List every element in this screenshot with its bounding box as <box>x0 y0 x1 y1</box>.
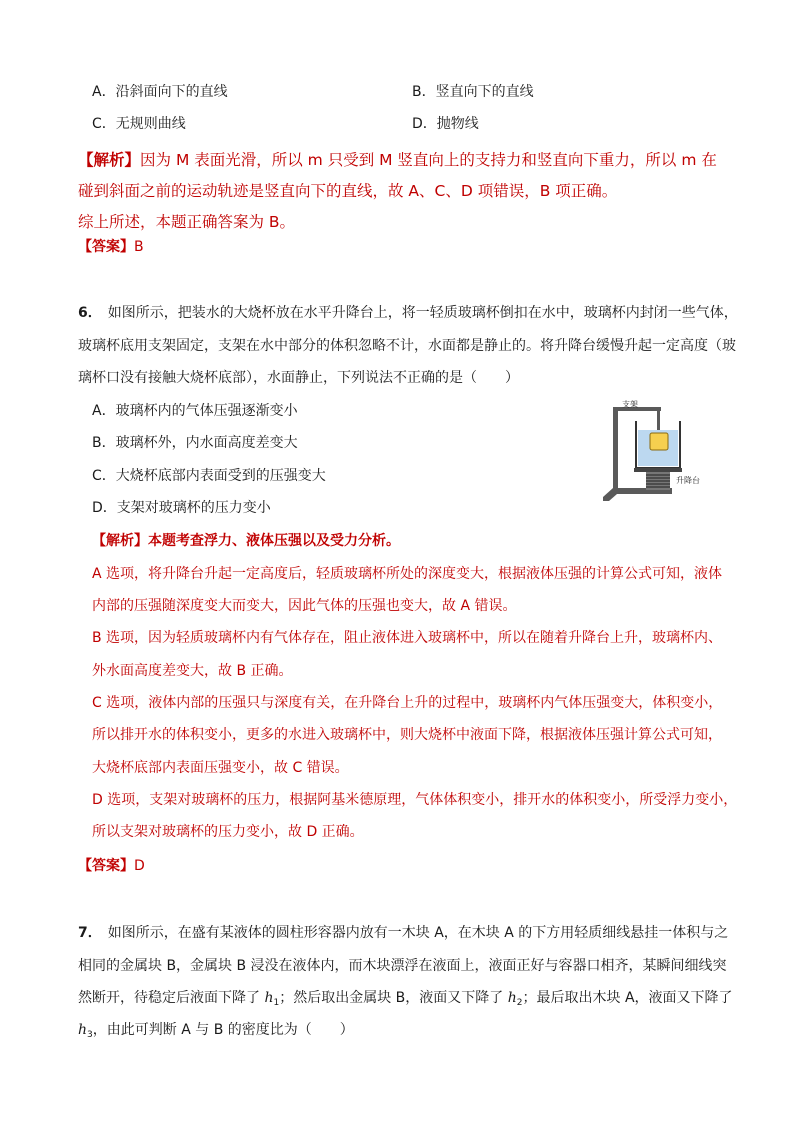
q6-stem-line3: 璃杯口没有接触大烧杯底部），水面静止，下列说法不正确的是（ ） <box>78 370 519 386</box>
q6-answer-tag: 【答案】 <box>78 858 134 874</box>
q6-analysis-line: C 选项，液体内部的压强只与深度有关，在升降台上升的过程中，玻璃杯内气体压强变大，体积变小， <box>92 695 723 711</box>
q7-h2-sub: 2 <box>516 998 523 1008</box>
q5-answer-value: B <box>134 239 144 255</box>
q7-text-a: 然断开，待稳定后液面下降了 <box>78 990 265 1006</box>
q6-analysis-line: D 选项，支架对玻璃杯的压力，根据阿基米德原理，气体体积变小，排开水的体积变小，所受浮力变小， <box>92 792 738 808</box>
q5-option-c: C．无规则曲线 <box>92 116 186 132</box>
q5-option-d: D．抛物线 <box>412 116 479 132</box>
stand-pole <box>613 407 618 490</box>
q7-number: 7． <box>78 925 102 941</box>
q6-analysis-tag: 【解析】 <box>92 533 148 549</box>
q6-analysis-line: 所以排开水的体积变小，更多的水进入玻璃杯中，则大烧杯中液面下降，根据液体压强计算公式可知， <box>92 727 722 743</box>
q5-answer-tag: 【答案】 <box>78 239 134 255</box>
q7-h3-sub: 3 <box>87 1030 93 1040</box>
q6-analysis-line: 大烧杯底部内表面压强变小，故 C 错误。 <box>92 760 349 776</box>
q6-stem-line1 <box>78 303 738 323</box>
q7-stem-text1: 如图所示，在盛有某液体的圆柱形容器内放有一木块 A，在木块 A 的下方用轻质细线悬挂一体积与之 <box>107 925 729 941</box>
q7-stem-line1 <box>78 923 728 943</box>
q7-stem-line2: 相同的金属块 B，金属块 B 浸没在液体内，而木块漂浮在液面上，液面正好与容器口相齐，某瞬间细线突 <box>78 958 727 974</box>
q7-text-d: ，由此可判断 A 与 B 的密度比为（ ） <box>92 1022 354 1038</box>
q6-analysis-line: 外水面高度差变大，故 B 正确。 <box>92 663 293 679</box>
q6-stem-text1: 如图所示，把装水的大烧杯放在水平升降台上，将一轻质玻璃杯倒扣在水中，玻璃杯内封闭一些气体， <box>107 305 738 321</box>
q7-h3-var: h <box>78 1022 88 1038</box>
q5-analysis-tag: 【解析】 <box>78 151 141 169</box>
q7-h2-var: h <box>507 990 517 1006</box>
figure-label-stand: 支架 <box>622 400 638 409</box>
q5-analysis-text1: 因为 M 表面光滑，所以 m 只受到 M 竖直向上的支持力和竖直向下重力，所以 m 在 <box>140 151 717 169</box>
q7-h1-sub: 1 <box>273 998 280 1008</box>
q6-analysis-head <box>92 531 400 551</box>
q6-stem-line2: 玻璃杯底用支架固定，支架在水中部分的体积忽略不计，水面都是静止的。将升降台缓慢升起一定高度（玻 <box>78 338 736 354</box>
q7-text-b: ；然后取出金属块 B，液面又下降了 <box>279 990 508 1006</box>
q6-analysis-line: 内部的压强随深度变大而变大，因此气体的压强也变大，故 A 错误。 <box>92 598 517 614</box>
q5-analysis-line2: 碰到斜面之前的运动轨迹是竖直向下的直线，故 A、C、D 项错误，B 项正确。 <box>78 182 618 200</box>
q6-option-b: B．玻璃杯外，内水面高度差变大 <box>92 435 298 451</box>
q5-answer <box>78 237 144 257</box>
q6-option-a: A．玻璃杯内的气体压强逐渐变小 <box>92 403 298 419</box>
q6-answer-value: D <box>134 858 145 874</box>
q5-option-b: B．竖直向下的直线 <box>412 84 534 100</box>
stand-rod <box>657 411 660 431</box>
q6-number: 6． <box>78 305 102 321</box>
q6-answer <box>78 856 145 876</box>
q5-analysis-line1 <box>78 150 717 170</box>
q6-option-d: D．支架对玻璃杯的压力变小 <box>92 500 271 516</box>
apparatus-figure <box>600 397 734 505</box>
q6-analysis-head-text: 本题考查浮力、液体压强以及受力分析。 <box>148 533 400 549</box>
glass-cup <box>650 433 668 450</box>
lift-top <box>634 468 682 472</box>
q5-summary: 综上所述，本题正确答案为 B。 <box>78 213 296 231</box>
figure-label-lift: 升降台 <box>676 476 700 485</box>
q7-h1-var: h <box>264 990 274 1006</box>
q5-option-a: A．沿斜面向下的直线 <box>92 84 228 100</box>
q7-stem-line3 <box>78 988 733 1013</box>
q7-stem-line4 <box>78 1020 354 1045</box>
q6-option-c: C．大烧杯底部内表面受到的压强变大 <box>92 468 326 484</box>
q6-analysis-line: 所以支架对玻璃杯的压力变小，故 D 正确。 <box>92 824 364 840</box>
q6-analysis-line: B 选项，因为轻质玻璃杯内有气体存在，阻止液体进入玻璃杯中，所以在随着升降台上升，玻璃杯内、 <box>92 630 723 646</box>
q7-text-c: ；最后取出木块 A，液面又下降了 <box>522 990 733 1006</box>
q6-analysis-line: A 选项，将升降台升起一定高度后，轻质玻璃杯所处的深度变大，根据液体压强的计算公式可知，液体 <box>92 566 723 582</box>
